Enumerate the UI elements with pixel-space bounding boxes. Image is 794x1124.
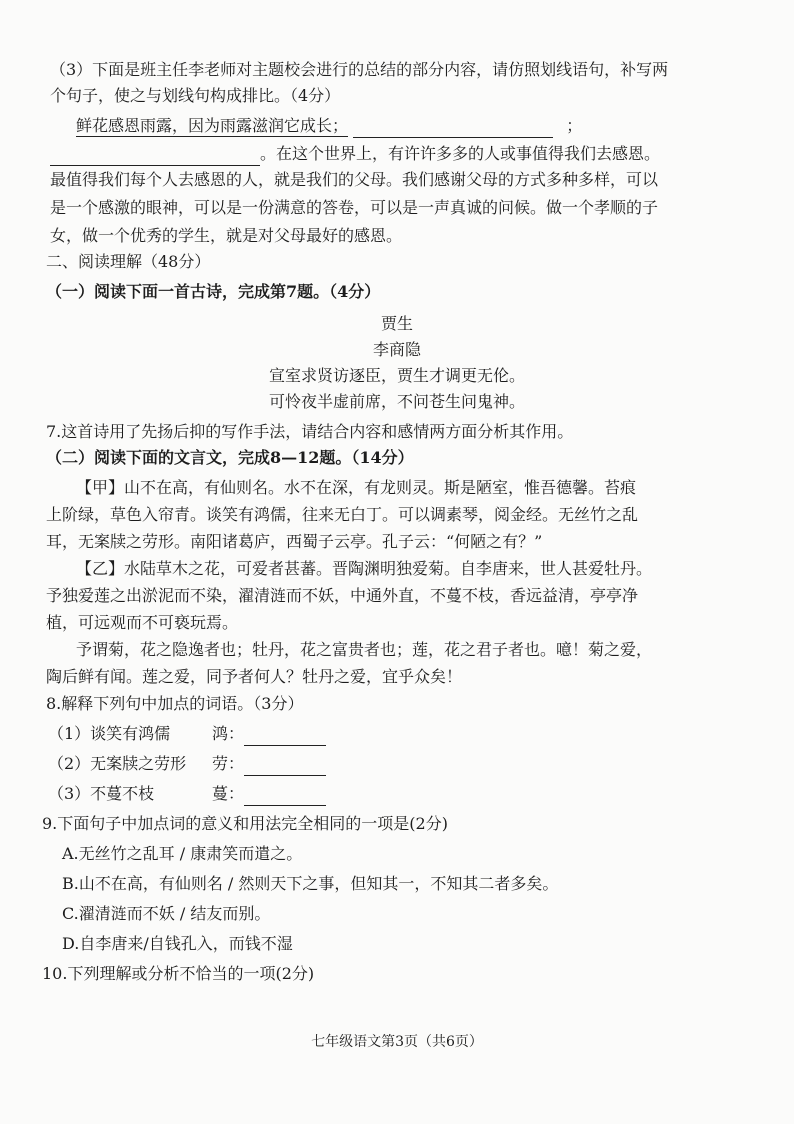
part2-title: （二）阅读下面的文言文，完成8—12题。（14分） [46,448,414,467]
question-7: 7.这首诗用了先扬后抑的写作手法，请结合内容和感情两方面分析其作用。 [46,422,574,441]
q3-line4 [50,142,660,166]
passage-yi-1: 【乙】水陆草木之花，可爱者甚蕃。晋陶渊明独爱菊。自李唐来，世人甚爱牡丹。 [76,559,653,578]
q8-item-1-word: 鸿： [212,724,245,743]
q8-blank-1[interactable] [244,727,326,746]
q9-option-d: D.自李唐来/自钱孔入，而钱不湿 [62,934,293,953]
question-9: 9.下面句子中加点词的意义和用法完全相同的一项是(2分) [42,814,448,833]
q3-line5: 最值得我们每个人去感恩的人，就是我们的父母。我们感谢父母的方式多种多样，可以 [50,170,659,189]
underlined-sentence: 鲜花感恩雨露，因为雨露滋润它成长； [76,116,349,135]
question-8: 8.解释下列句中加点的词语。（3分） [46,694,304,713]
poem-author: 李商隐 [372,340,421,359]
passage-yi-2: 予独爱莲之出淤泥而不染，濯清涟而不妖，中通外直，不蔓不枝，香远益清，亭亭净 [46,586,639,605]
poem-line-1: 宣室求贤访逐臣，贾生才调更无伦。 [268,366,525,385]
q8-item-3-word: 蔓： [212,784,245,803]
passage-yi-4: 予谓菊，花之隐逸者也；牡丹，花之富贵者也；莲，花之君子者也。噫！菊之爱， [76,640,653,659]
passage-jia-3: 耳，无案牍之劳形。南阳诸葛庐，西蜀子云亭。孔子云：“何陋之有？” [46,532,543,551]
q3-line7: 女，做一个优秀的学生，就是对父母最好的感恩。 [50,226,403,245]
q3-line3 [76,114,582,138]
q3-line6: 是一个感激的眼神，可以是一份满意的答卷，可以是一声真诚的问候。做一个孝顺的子 [50,198,659,217]
q8-item-3-text: （3）不蔓不枝 [48,784,155,803]
q8-item-2-text: （2）无案牍之劳形 [48,754,187,773]
question-10: 10.下列理解或分析不恰当的一项(2分) [42,964,315,983]
q9-option-c: C.濯清涟而不妖 / 结友而别。 [62,904,271,923]
poem-title: 贾生 [380,314,413,333]
q9-option-b: B.山不在高，有仙则名 / 然则天下之事，但知其一，不知其二者多矣。 [62,874,559,893]
answer-blank-2[interactable] [50,147,260,166]
passage-yi-3: 植，可远观而不可亵玩焉。 [46,613,239,632]
page-footer: 七年级语文第3页（共6页） [311,1034,483,1050]
q3-line2: 个句子，使之与划线句构成排比。（4分） [50,86,341,105]
q8-item-2-word: 劳： [212,754,245,773]
passage-jia-1: 【甲】山不在高，有仙则名。水不在深，有龙则灵。斯是陋室，惟吾德馨。苔痕 [76,478,637,497]
q3-line4-text: 。在这个世界上，有许许多多的人或事值得我们去感恩。 [260,144,661,163]
passage-yi-5: 陶后鲜有闻。莲之爱，同予者何人？牡丹之爱，宜乎众矣！ [46,667,463,686]
part1-title: （一）阅读下面一首古诗，完成第7题。（4分） [46,282,381,301]
q8-item-2 [48,752,326,776]
q3-line1: （3）下面是班主任李老师对主题校会进行的总结的部分内容，请仿照划线语句，补写两 [50,60,669,79]
semicolon: ； [566,116,583,135]
section2-title: 二、阅读理解（48分） [46,252,211,271]
passage-jia-2: 上阶绿，草色入帘青。谈笑有鸿儒，往来无白丁。可以调素琴，阅金经。无丝竹之乱 [46,505,639,524]
q8-item-1 [48,722,326,746]
q9-option-a: A.无丝竹之乱耳 / 康肃笑而遣之。 [62,844,303,863]
q8-item-1-text: （1）谈笑有鸿儒 [48,724,171,743]
poem-line-2: 可怜夜半虚前席，不问苍生问鬼神。 [268,392,525,411]
q8-item-3 [48,782,326,806]
answer-blank-1[interactable] [353,119,553,138]
q8-blank-2[interactable] [244,757,326,776]
q8-blank-3[interactable] [244,787,326,806]
